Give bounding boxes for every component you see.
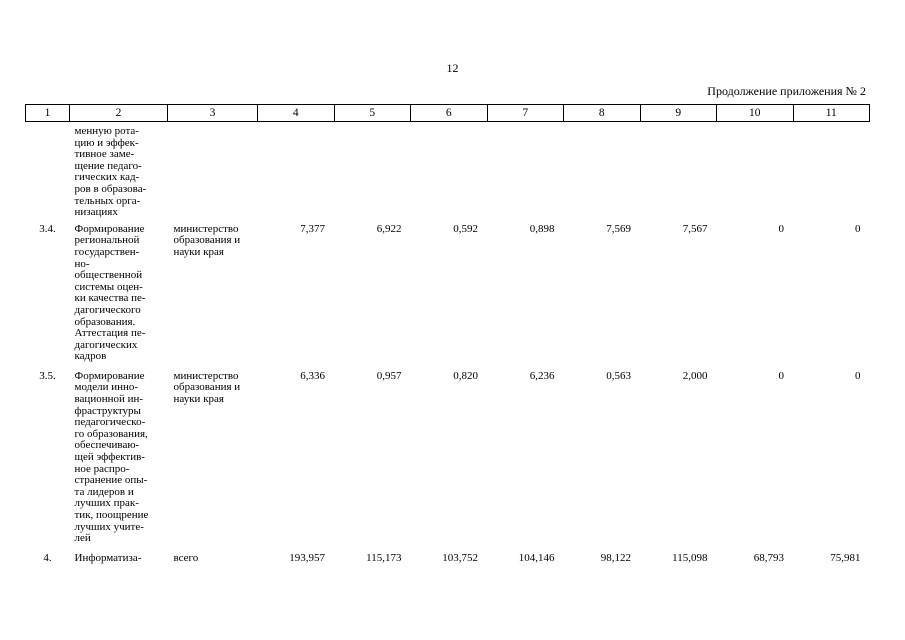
executor: всего: [173, 551, 199, 564]
value-cell: 0: [855, 222, 861, 235]
value-cell: 115,098: [672, 551, 708, 564]
appendix-table: [25, 104, 870, 564]
value-cell: 98,122: [600, 551, 631, 564]
measure-name: Формирование модели инно- вационной ин- фраструктуры педагогическо- го образования, обеспечиваю- щей эффектив- ное распро- странение опы- та лидеров и лучших прак- тик, поощрение лучших учите- лей: [74, 369, 149, 545]
value-cell: 6,336: [300, 369, 325, 382]
value-cell: [564, 122, 641, 219]
table-row: [26, 363, 870, 545]
value-cell: 6,922: [376, 222, 402, 235]
appendix-continuation-label: Продолжение приложения № 2: [707, 84, 866, 98]
value-cell: 193,957: [289, 551, 325, 564]
value-cell: [258, 122, 335, 219]
value-cell: 7,567: [682, 222, 708, 235]
value-cell: [487, 122, 564, 219]
value-cell: [411, 122, 488, 219]
measure-name: менную рота- цию и эффек- тивное заме- щение педаго- гических кад- ров в образова- тельных орга- низациях: [74, 125, 147, 219]
value-cell: [640, 122, 717, 219]
value-cell: [334, 122, 411, 219]
col-header-8: 8: [564, 105, 641, 122]
value-cell: 75,981: [830, 551, 861, 564]
value-cell: 2,000: [682, 369, 708, 382]
value-cell: 0: [855, 369, 861, 382]
value-cell: [793, 122, 870, 219]
row-index: 3.5.: [39, 369, 56, 382]
value-cell: 115,173: [366, 551, 402, 564]
page-number: 12: [446, 61, 459, 75]
executor: министерство образования и науки края: [173, 222, 241, 258]
value-cell: 0,820: [453, 369, 478, 382]
col-header-11: 11: [793, 105, 870, 122]
table-row: [26, 122, 870, 219]
col-header-3: 3: [168, 105, 258, 122]
row-index: [26, 122, 70, 219]
measure-name: Информатиза-: [74, 551, 142, 564]
value-cell: 104,146: [518, 551, 555, 564]
value-cell: 0,592: [453, 222, 478, 235]
col-header-10: 10: [717, 105, 794, 122]
table-row: [26, 545, 870, 565]
value-cell: [717, 122, 794, 219]
row-index: 4.: [43, 551, 52, 564]
col-header-7: 7: [487, 105, 564, 122]
col-header-9: 9: [640, 105, 717, 122]
header-row: [26, 105, 870, 122]
executor: [168, 122, 258, 219]
measure-name: Формирование региональной государствен- но- общественной системы оцен- ки качества пе- дагогического образования. Аттестация пе- дагогических кадров: [74, 222, 146, 363]
value-cell: 0: [778, 222, 784, 235]
col-header-4: 4: [258, 105, 335, 122]
value-cell: 7,377: [300, 222, 325, 235]
col-header-1: 1: [26, 105, 70, 122]
col-header-5: 5: [334, 105, 411, 122]
value-cell: 68,793: [753, 551, 784, 564]
row-index: 3.4.: [39, 222, 56, 235]
table-row: [26, 219, 870, 363]
col-header-6: 6: [411, 105, 488, 122]
value-cell: 0,563: [606, 369, 631, 382]
value-cell: 103,752: [442, 551, 478, 564]
col-header-2: 2: [70, 105, 168, 122]
value-cell: 6,236: [529, 369, 555, 382]
value-cell: 0,957: [376, 369, 402, 382]
value-cell: 0,898: [529, 222, 555, 235]
value-cell: 0: [778, 369, 784, 382]
executor: министерство образования и науки края: [173, 369, 241, 406]
value-cell: 7,569: [606, 222, 631, 235]
